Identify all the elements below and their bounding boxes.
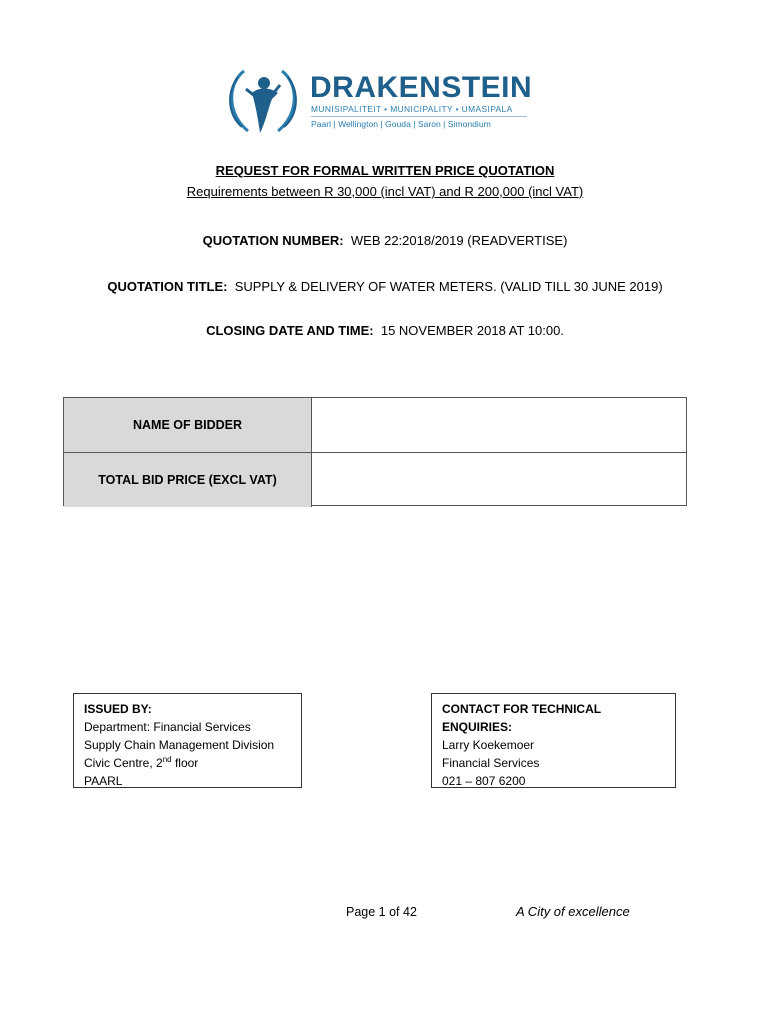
document-title: REQUEST FOR FORMAL WRITTEN PRICE QUOTATION [215, 163, 555, 178]
table-row [64, 398, 686, 452]
logo-brand-text: DRAKENSTEIN [310, 71, 533, 104]
logo-tagline: MUNISIPALITEIT • MUNICIPALITY • UMASIPALA [311, 104, 513, 114]
logo-divider [311, 116, 527, 117]
closing-date-line [0, 323, 770, 338]
page-number: Page 1 of 42 [346, 905, 417, 919]
name-of-bidder-label: NAME OF BIDDER [64, 398, 312, 452]
contact-name: Larry Koekemoer [442, 738, 535, 752]
issued-by-header: ISSUED BY: [84, 702, 152, 716]
municipality-logo [222, 63, 532, 137]
total-bid-price-field[interactable] [312, 453, 686, 507]
footer-motto: A City of excellence [516, 904, 630, 919]
closing-date-label: CLOSING DATE AND TIME: [206, 323, 374, 338]
contact-phone: 021 – 807 6200 [442, 774, 526, 788]
table-row [64, 452, 686, 507]
logo-towns: Paarl | Wellington | Gouda | Saron | Simondium [311, 119, 491, 129]
contact-header: CONTACT FOR TECHNICAL ENQUIRIES: [442, 702, 601, 734]
quotation-number-value: WEB 22:2018/2019 (READVERTISE) [350, 233, 568, 248]
quotation-title-line [0, 279, 770, 294]
issued-by-department: Department: Financial Services [84, 720, 251, 734]
quotation-title-value: SUPPLY & DELIVERY OF WATER METERS. (VALID TILL 30 JUNE 2019) [234, 279, 663, 294]
quotation-title-label: QUOTATION TITLE: [107, 279, 228, 294]
bidder-table [63, 397, 687, 506]
document-subtitle: Requirements between R 30,000 (incl VAT) and R 200,000 (incl VAT) [186, 184, 584, 199]
issued-by-address: Civic Centre, 2nd floor [84, 755, 199, 770]
contact-department: Financial Services [442, 756, 540, 770]
issued-by-division: Supply Chain Management Division [84, 738, 275, 752]
logo-emblem-icon [222, 63, 304, 137]
contact-box [431, 693, 676, 788]
issued-by-city: PAARL [84, 774, 123, 788]
quotation-number-line [0, 233, 770, 248]
closing-date-value: 15 NOVEMBER 2018 AT 10:00. [380, 323, 564, 338]
issued-by-box [73, 693, 302, 788]
quotation-number-label: QUOTATION NUMBER: [202, 233, 344, 248]
name-of-bidder-field[interactable] [312, 398, 686, 452]
total-bid-price-label: TOTAL BID PRICE (EXCL VAT) [64, 453, 312, 507]
